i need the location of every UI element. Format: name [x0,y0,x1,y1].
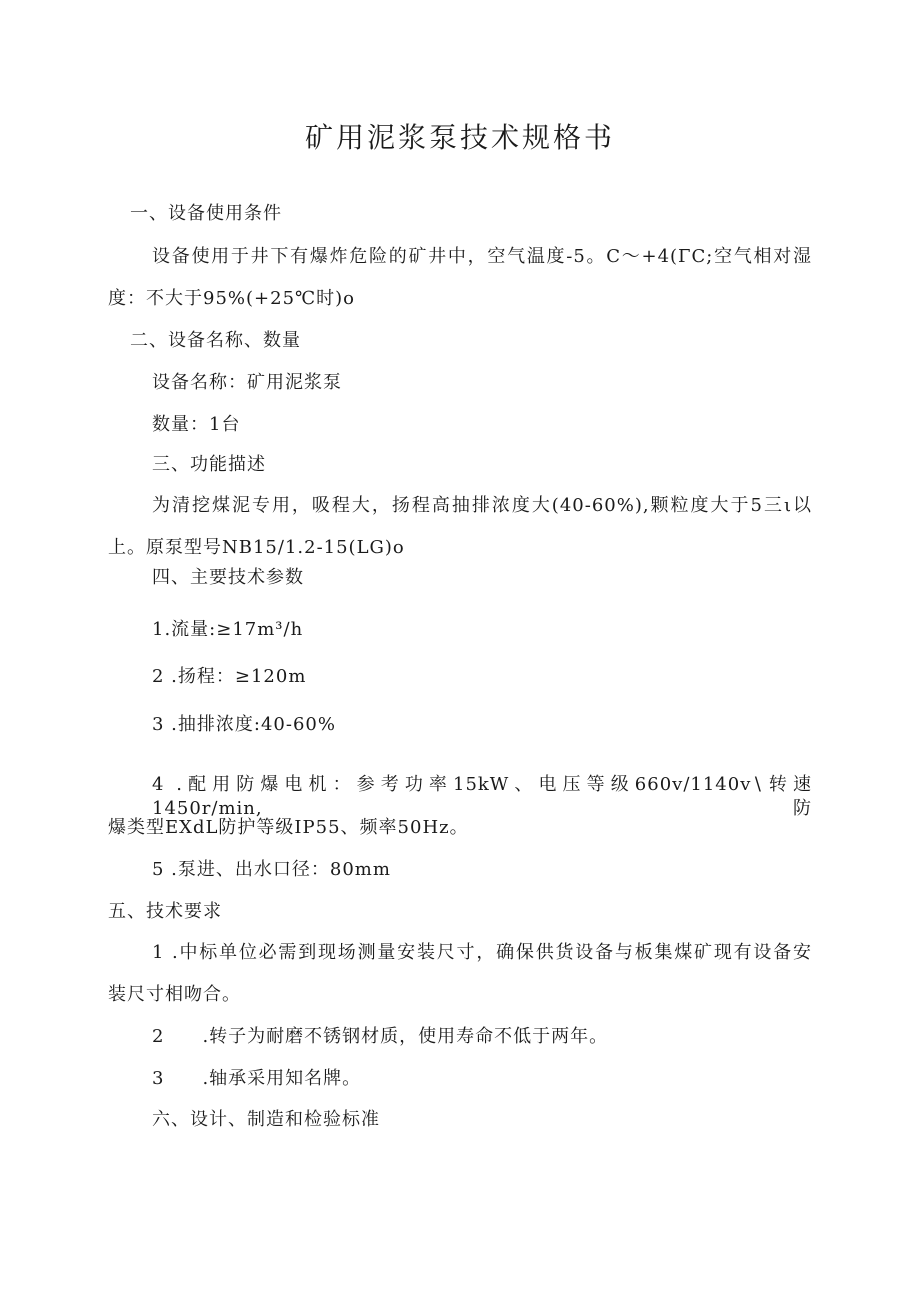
param-motor-line-1: 4 .配用防爆电机：参考功率15kW、电压等级660v∕1140v∖转速1450r∕min,防 [152,774,813,819]
param-flow: 1.流量:≥17m³∕h [152,619,304,640]
requirement-1-line-1: 1 .中标单位必需到现场测量安装尺寸，确保供货设备与板集煤矿现有设备安 [152,942,812,963]
param-concentration: 3 .抽排浓度:40-60% [152,714,336,735]
requirement-1-line-2: 装尺寸相吻合。 [108,984,241,1005]
section-3-text-line-2: 上。原泵型号NB15∕1.2-15(LG)o [108,537,405,558]
requirement-3: 3 .轴承采用知名牌。 [152,1068,362,1089]
section-1-text-line-2: 度：不大于95%(+25℃时)o [108,288,356,309]
section-5-heading: 五、技术要求 [108,901,222,922]
document-title: 矿用泥浆泵技术规格书 [304,121,615,154]
param-motor-line-2: 爆类型EXdL防护等级IP55、频率50Hz。 [108,817,469,838]
section-2-quantity: 数量：1台 [152,414,241,435]
param-diameter: 5 .泵进、出水口径：80mm [152,859,391,880]
section-2-heading: 二、设备名称、数量 [130,330,301,351]
section-6-heading: 六、设计、制造和检验标准 [152,1109,380,1130]
requirement-2: 2 .转子为耐磨不锈钢材质，使用寿命不低于两年。 [152,1026,609,1047]
section-1-text-line-1: 设备使用于井下有爆炸危险的矿井中，空气温度-5。C～+4(ΓC;空气相对湿 [152,246,812,267]
section-4-heading: 四、主要技术参数 [152,567,304,588]
param-head: 2 .扬程：≥120m [152,666,307,687]
section-1-heading: 一、设备使用条件 [130,203,282,224]
section-2-equipment-name: 设备名称：矿用泥浆泵 [152,372,342,393]
section-3-heading: 三、功能描述 [152,454,266,475]
section-3-text-line-1: 为清挖煤泥专用，吸程大，扬程高抽排浓度大(40-60%),颗粒度大于5三ι以 [152,495,812,516]
